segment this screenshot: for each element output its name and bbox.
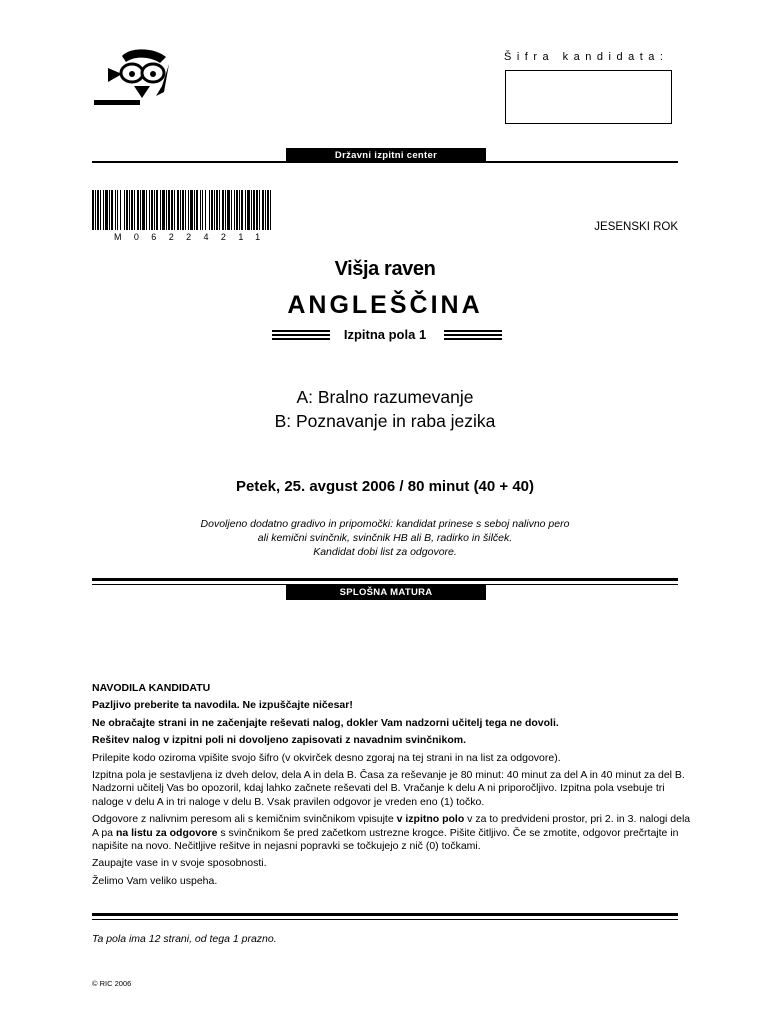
- part-a-title: A: Bralno razumevanje: [296, 387, 474, 407]
- allowed-materials: [0, 517, 770, 559]
- barcode-bar: [225, 190, 226, 230]
- candidate-code-label: Šifra kandidata:: [504, 51, 669, 63]
- pages-note: Ta pola ima 12 strani, od tega 1 prazno.: [92, 933, 277, 945]
- barcode-bar: [190, 190, 193, 230]
- barcode-bar: [211, 190, 213, 230]
- barcode-bar: [134, 190, 135, 230]
- barcode-bar: [245, 190, 246, 230]
- barcode-bar: [196, 190, 198, 230]
- barcode-bar: [174, 190, 175, 230]
- barcode-bar: [103, 190, 104, 230]
- barcode-bar: [185, 190, 186, 230]
- barcode-bar: [227, 190, 230, 230]
- part-b-title: B: Poznavanje in raba jezika: [274, 411, 496, 431]
- barcode-bar: [214, 190, 215, 230]
- footer-rule-thin: [92, 919, 678, 920]
- barcode-bar: [149, 190, 150, 230]
- barcode-bar: [92, 190, 94, 230]
- barcode: [92, 190, 272, 230]
- barcode-bar: [97, 190, 99, 230]
- barcode-bar: [117, 190, 118, 230]
- barcode-bar: [216, 190, 218, 230]
- exam-date: Petek, 25. avgust 2006 / 80 minut (40 + 40): [235, 478, 535, 495]
- barcode-bar: [262, 190, 264, 230]
- instruction-text: Odgovore z nalivnim peresom ali s kemičnim svinčnikom vpisujte: [92, 813, 397, 826]
- allowed-line: ali kemični svinčnik, svinčnik HB ali B, radirko in šilček.: [257, 532, 513, 544]
- barcode-bar: [151, 190, 153, 230]
- barcode-bar: [105, 190, 108, 230]
- barcode-bar: [200, 190, 201, 230]
- barcode-bar: [251, 190, 252, 230]
- barcode-bar: [137, 190, 139, 230]
- barcode-bar: [202, 190, 203, 230]
- instructions-heading: NAVODILA KANDIDATU: [92, 682, 211, 694]
- barcode-bar: [239, 190, 240, 230]
- instruction-bold: Rešitev nalog v izpitni poli ni dovoljeno zapisovati z navadnim svinčnikom.: [92, 734, 466, 747]
- instruction-text: s svinčnikom še pred začetkom ustrezne krogce. Pišite čitljivo. Če se zmotite, odgovor prečrtajte in napišite na novo. Nečitljive rešitve in nejasni popravki se točkujejo z nič (0) točkami.: [92, 826, 679, 853]
- barcode-bar: [171, 190, 173, 230]
- barcode-bar: [253, 190, 255, 230]
- paper-right-lines: [444, 330, 502, 340]
- center-band: Državni izpitni center: [286, 148, 486, 163]
- instruction-text: v za to predvideni prostor, pri 2. in 3. nalogi dela A pa: [92, 813, 691, 839]
- barcode-bar: [247, 190, 250, 230]
- barcode-bar: [231, 190, 232, 230]
- instruction-bold: Ne obračajte strani in ne začenjajte reševati nalog, dokler Vam nadzorni učitelj tega ne dovoli.: [92, 716, 559, 729]
- subject-title: ANGLEŠČINA: [287, 291, 483, 319]
- barcode-bar: [267, 190, 269, 230]
- barcode-bar: [140, 190, 141, 230]
- allowed-line: Kandidat dobi list za odgovore.: [313, 546, 457, 558]
- barcode-bar: [154, 190, 155, 230]
- exam-term: JESENSKI ROK: [594, 221, 678, 233]
- instruction-emphasis: na listu za odgovore: [115, 826, 218, 839]
- barcode-bar: [129, 190, 130, 230]
- instruction-paragraph: [92, 813, 692, 853]
- barcode-bar: [219, 190, 220, 230]
- ric-owl-logo: [92, 46, 174, 106]
- footer-rule-thick: [92, 913, 678, 916]
- barcode-bar: [160, 190, 161, 230]
- exam-level: Višja raven: [334, 258, 436, 280]
- barcode-bar: [109, 190, 110, 230]
- instruction-paragraph: Prilepite kodo oziroma vpišite svojo šifro (v okvirček desno zgoraj na tej strani in na list za odgovore).: [92, 751, 561, 764]
- barcode-bar: [236, 190, 238, 230]
- barcode-bar: [124, 190, 125, 230]
- exam-type-rule-thick: [92, 578, 678, 581]
- barcode-bar: [168, 190, 170, 230]
- barcode-bar: [265, 190, 266, 230]
- barcode-bar: [180, 190, 181, 230]
- instruction-paragraph: Zaupajte vase in v svoje sposobnosti.: [92, 857, 267, 870]
- barcode-digits: M06224211: [114, 232, 273, 242]
- barcode-bar: [126, 190, 128, 230]
- barcode-bar: [270, 190, 271, 230]
- barcode-bar: [115, 190, 116, 230]
- exam-type-band: SPLOŠNA MATURA: [286, 585, 486, 600]
- barcode-bar: [182, 190, 184, 230]
- barcode-bar: [241, 190, 243, 230]
- barcode-bar: [95, 190, 96, 230]
- allowed-line: Dovoljeno dodatno gradivo in pripomočki: kandidat prinese s seboj nalivno pero: [200, 518, 570, 530]
- barcode-bar: [100, 190, 101, 230]
- barcode-bar: [205, 190, 206, 230]
- instructions: [92, 682, 692, 892]
- barcode-bar: [209, 190, 210, 230]
- instruction-bold: Pazljivo preberite ta navodila. Ne izpuščajte ničesar!: [92, 699, 353, 712]
- instruction-paragraph: Izpitna pola je sestavljena iz dveh delov, dela A in dela B. Časa za reševanje je 80 minut: 40 minut za del A in 40 minut za del B. Nadzorni učitelj Vas bo opozoril, kdaj lahko začnete reševati del B. Vračanje k delu A ni priporočljivo. Izpitna pola vsebuje tri naloge v delu A in tri naloge v delu B. Vsak pravilen odgovor je vreden eno (1) točko.: [92, 769, 685, 808]
- barcode-bar: [222, 190, 224, 230]
- barcode-bar: [234, 190, 235, 230]
- instruction-emphasis: v izpitno polo: [396, 813, 465, 826]
- barcode-bar: [142, 190, 145, 230]
- barcode-bar: [177, 190, 179, 230]
- barcode-bar: [188, 190, 189, 230]
- barcode-bar: [194, 190, 195, 230]
- barcode-bar: [111, 190, 113, 230]
- barcode-bar: [162, 190, 165, 230]
- barcode-bar: [146, 190, 147, 230]
- candidate-code-box[interactable]: [505, 70, 672, 124]
- barcode-bar: [259, 190, 260, 230]
- barcode-bar: [156, 190, 158, 230]
- barcode-bar: [256, 190, 258, 230]
- barcode-bar: [120, 190, 121, 230]
- barcode-bar: [166, 190, 167, 230]
- copyright: © RIC 2006: [92, 979, 132, 988]
- barcode-bar: [131, 190, 133, 230]
- paper-title: Izpitna pola 1: [343, 327, 427, 342]
- instruction-paragraph: Želimo Vam veliko uspeha.: [92, 874, 218, 887]
